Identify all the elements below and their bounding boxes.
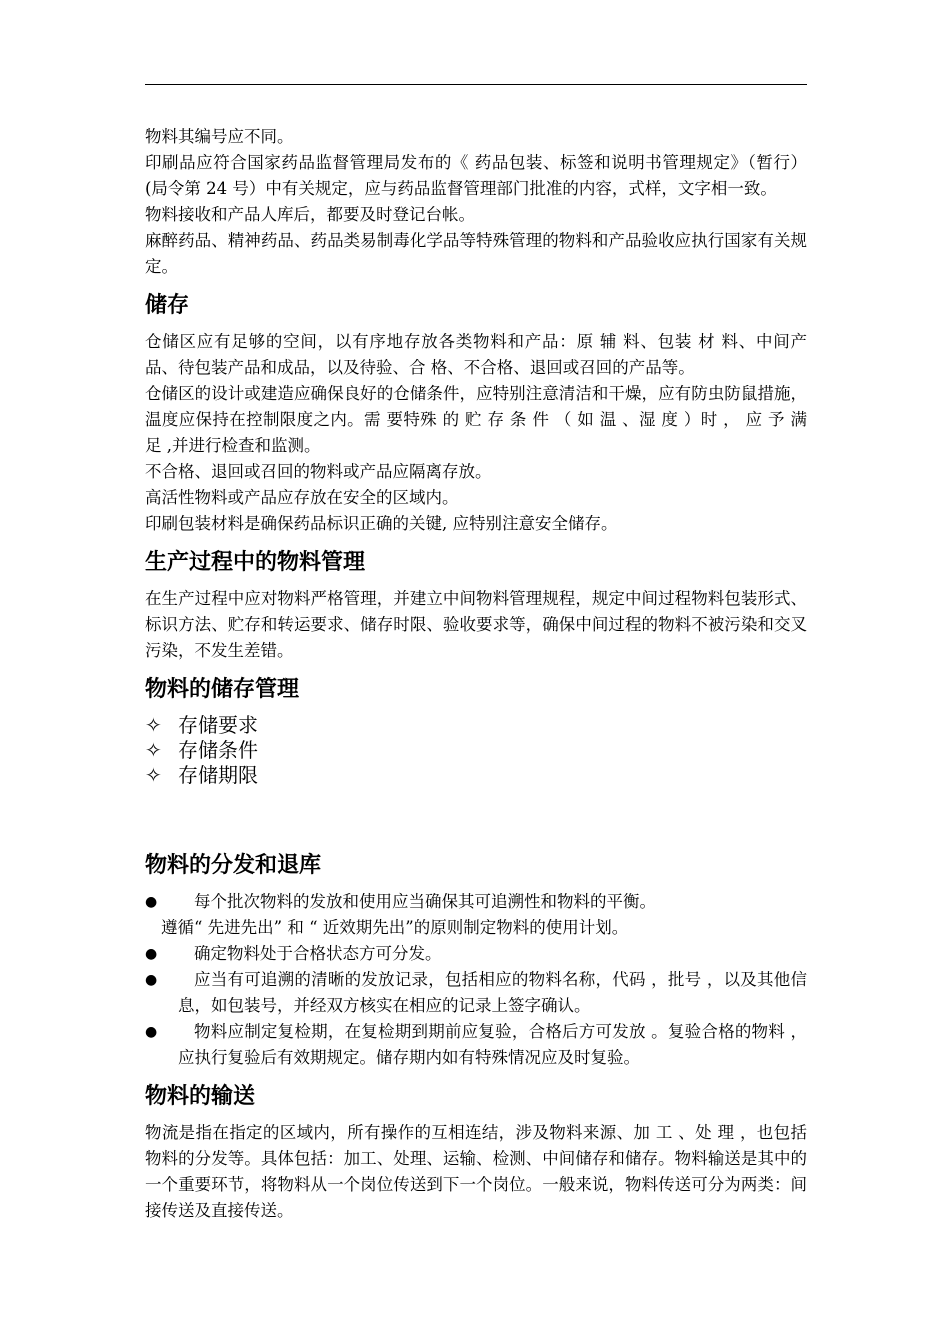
document-body: [145, 124, 807, 1224]
list-continuation-text: 遵循“ 先进先出” 和 “ 近效期先出”的原则制定物料的使用计划。: [161, 918, 629, 937]
section-heading: 生产过程中的物料管理: [145, 550, 366, 575]
dispatch-list: [145, 889, 807, 915]
production-section: [145, 547, 807, 664]
paragraph: 高活性物料或产品应存放在安全的区域内。: [145, 488, 459, 507]
list-item: [145, 763, 807, 788]
bullet-dot-icon: ●: [145, 894, 158, 910]
header-rule: [145, 84, 807, 85]
paragraph: 不合格、退回或召回的物料或产品应隔离存放。: [145, 462, 492, 481]
dispatch-section: [145, 850, 807, 1071]
blank-space: [145, 788, 807, 840]
bullet-dot-icon: ●: [145, 1024, 158, 1040]
list-item: [145, 967, 807, 1019]
list-item-text: 存储期限: [178, 763, 258, 787]
paragraph: 物料接收和产品人库后，都要及时登记台帐。: [145, 205, 475, 224]
diamond-bullet-icon: ✧: [145, 738, 162, 762]
list-item-text: 存储条件: [178, 738, 258, 762]
paragraph: 麻醉药品、精神药品、药品类易制毒化学品等特殊管理的物料和产品验收应执行国家有关规定。: [145, 231, 807, 276]
paragraph: 仓储区的设计或建造应确保良好的仓储条件，应特别注意清洁和干燥，应有防虫防鼠措施，温度应保持在控制限度之内。需 要特殊 的 贮 存 条 件 （ 如 温 、湿 度 ）时 ， 应 予 满 足 ,并进行检查和监测。: [145, 384, 807, 455]
paragraph: 仓储区应有足够的空间，以有序地存放各类物料和产品：原 辅 料、包装 材 料、中间产品、待包装产品和成品，以及待验、合 格、不合格、退回或召回的产品等。: [145, 332, 807, 377]
diamond-bullet-icon: ✧: [145, 713, 162, 737]
bullet-dot-icon: ●: [145, 972, 158, 988]
storage-section: [145, 290, 807, 537]
paragraph: 在生产过程中应对物料严格管理，并建立中间物料管理规程，规定中间过程物料包装形式、标识方法、贮存和转运要求、储存时限、验收要求等，确保中间过程的物料不被污染和交叉污染，不发生差错。: [145, 589, 807, 660]
list-item: [145, 941, 807, 967]
list-item: [145, 738, 807, 763]
section-heading: 物料的输送: [145, 1084, 256, 1109]
section-heading: 物料的分发和退库: [145, 853, 322, 878]
paragraph: 印刷品应符合国家药品监督管理局发布的《 药品包装、标签和说明书管理规定》（暂行）(局令第 24 号）中有关规定，应与药品监督管理部门批准的内容，式样，文字相一致。: [145, 153, 807, 198]
list-item: [145, 713, 807, 738]
section-heading: 储存: [145, 293, 190, 318]
storage-management-section: [145, 674, 807, 788]
dispatch-list: [145, 941, 807, 1071]
section-heading: 物料的储存管理: [145, 677, 300, 702]
paragraph: 印刷包装材料是确保药品标识正确的关键, 应特别注意安全储存。: [145, 514, 618, 533]
list-item-text: 确定物料处于合格状态方可分发。: [194, 944, 442, 963]
list-item-text: 存储要求: [178, 713, 258, 737]
transport-section: [145, 1081, 807, 1224]
list-item-text: 物料应制定复检期，在复检期到期前应复验，合格后方可发放 。复验合格的物料 ，应执行复验后有效期规定。储存期内如有特殊情况应及时复验。: [178, 1022, 807, 1067]
list-item-text: 每个批次物料的发放和使用应当确保其可追溯性和物料的平衡。: [194, 892, 656, 911]
paragraph: 物流是指在指定的区域内，所有操作的互相连结，涉及物料来源、加 工 、处 理 ，也包括物料的分发等。具体包括：加工、处理、运输、检测、中间储存和储存。物料输送是其中的一个重要环节，将物料从一个岗位传送到下一个岗位。一般来说，物料传送可分为两类：间接传送及直接传送。: [145, 1123, 807, 1220]
list-item: [145, 1019, 807, 1071]
bullet-dot-icon: ●: [145, 946, 158, 962]
intro-section: [145, 124, 807, 280]
storage-management-list: [145, 713, 807, 788]
diamond-bullet-icon: ✧: [145, 763, 162, 787]
paragraph: 物料其编号应不同。: [145, 127, 294, 146]
list-item-text: 应当有可追溯的清晰的发放记录，包括相应的物料名称，代码 ，批号 ，以及其他信息，如包装号，并经双方核实在相应的记录上签字确认。: [178, 970, 807, 1015]
list-item: [145, 889, 807, 915]
